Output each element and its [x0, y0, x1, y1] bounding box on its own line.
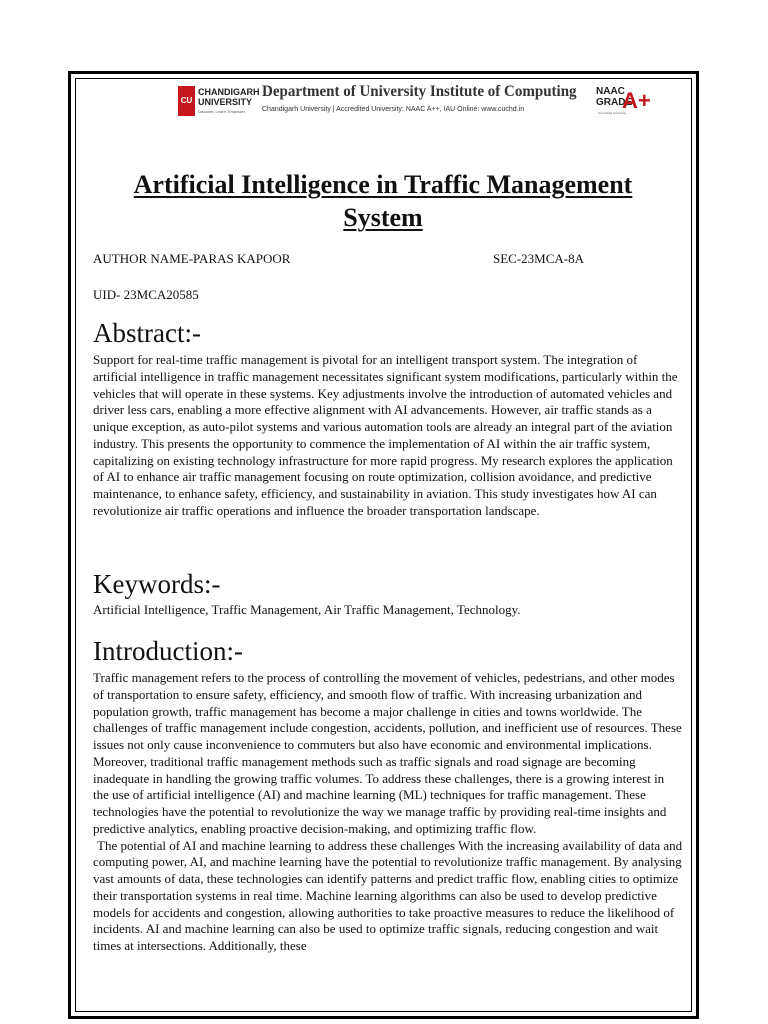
keywords-text	[93, 602, 683, 619]
uid: UID- 23MCA20585	[93, 287, 199, 302]
section-code: SEC-23MCA-8A	[493, 251, 585, 266]
introduction-paragraph-1: Traffic management refers to the process of controlling the movement of vehicles, pedestrians, and other modes of transportation to ensure safety, efficiency, and smooth flow of traffic. With increasing urbanization and population growth, traffic management has become a major challenge in cities and towns worldwide. The challenges of traffic management include congestion, accidents, pollution, and inefficient use of resources. These issues not only cause inconvenience to commuters but also have economic and environmental implications. Moreover, traditional traffic management methods such as traffic signals and road signage are becoming inadequate in handling the growing traffic volumes. To address these challenges, there is a growing interest in the use of artificial intelligence (AI) and machine learning (ML) techniques for traffic management. These technologies have the potential to revolutionize the way we manage traffic by providing real-time insights and predictive analytics, enabling proactive decision-making, and optimizing traffic flow.	[93, 670, 682, 836]
abstract-heading: Abstract:-	[93, 318, 201, 348]
author-name: AUTHOR NAME-PARAS KAPOOR	[93, 251, 291, 266]
naac-logo-grade: GRADE	[596, 97, 633, 108]
introduction-heading: Introduction:-	[93, 636, 243, 666]
university-logo-tagline: Discover. Learn. Empower.	[198, 109, 246, 114]
naac-logo	[594, 84, 651, 120]
page-header	[176, 83, 651, 120]
abstract-text	[93, 352, 683, 520]
university-logo-badge: CU	[178, 86, 195, 116]
naac-logo-subtext: Accredited University	[598, 111, 627, 115]
university-logo	[176, 84, 260, 120]
university-logo-text: CHANDIGARH UNIVERSITY	[198, 87, 260, 107]
introduction-paragraph-2: The potential of AI and machine learning to address these challenges With the increasing availability of data and computing power, AI, and machine learning have the potential to revolutionize traffic management. By analysing vast amounts of data, these technologies can identify patterns and predict traffic flow, enabling cities to optimize their transportation systems in real time. Machine learning algorithms can also be used to develop predictive models for accidents and congestion, allowing authorities to take proactive measures to reduce the likelihood of incidents. AI and machine learning can also be used to optimize traffic signals, reducing congestion and wait times at intersections. Additionally, these	[93, 837, 683, 953]
keywords-heading: Keywords:-	[93, 569, 221, 599]
naac-logo-plus: A+	[622, 88, 651, 113]
abstract-paragraph: Support for real-time traffic management is pivotal for an intelligent transport system. The integration of artificial intelligence in traffic management necessitates significant system modifications, particularly within the vehicles that will operate in these systems. Key adjustments involve the introduction of automated vehicles and driver less cars, enabling a more effective alignment with AI advancements. However, air traffic stands as a unique exception, as auto-pilot systems and various automation tools are already an integral part of the aviation industry. This presents the opportunity to commence the implementation of AI within the air traffic system, capitalizing on existing technology infrastructure for more rapid progress. My research explores the application of AI to enhance air traffic management focusing on route optimization, collision avoidance, and predictive maintenance, to enhance safety, efficiency, and sustainability in aviation. This study investigates how AI can revolutionize air traffic operations and influence the broader transportation landscape.	[93, 352, 678, 518]
paper-title-text: Artificial Intelligence in Traffic Management System	[133, 170, 633, 232]
keywords-paragraph: Artificial Intelligence, Traffic Management, Air Traffic Management, Technology.	[93, 602, 521, 617]
naac-logo-word: NAAC	[596, 86, 625, 97]
introduction-text	[93, 670, 683, 955]
department-name: Department of University Institute of Computing	[262, 83, 577, 101]
department-subline: Chandigarh University | Accredited University: NAAC A++, IAU Online: www.cuchd.in	[262, 106, 525, 113]
paper-title	[93, 168, 673, 234]
